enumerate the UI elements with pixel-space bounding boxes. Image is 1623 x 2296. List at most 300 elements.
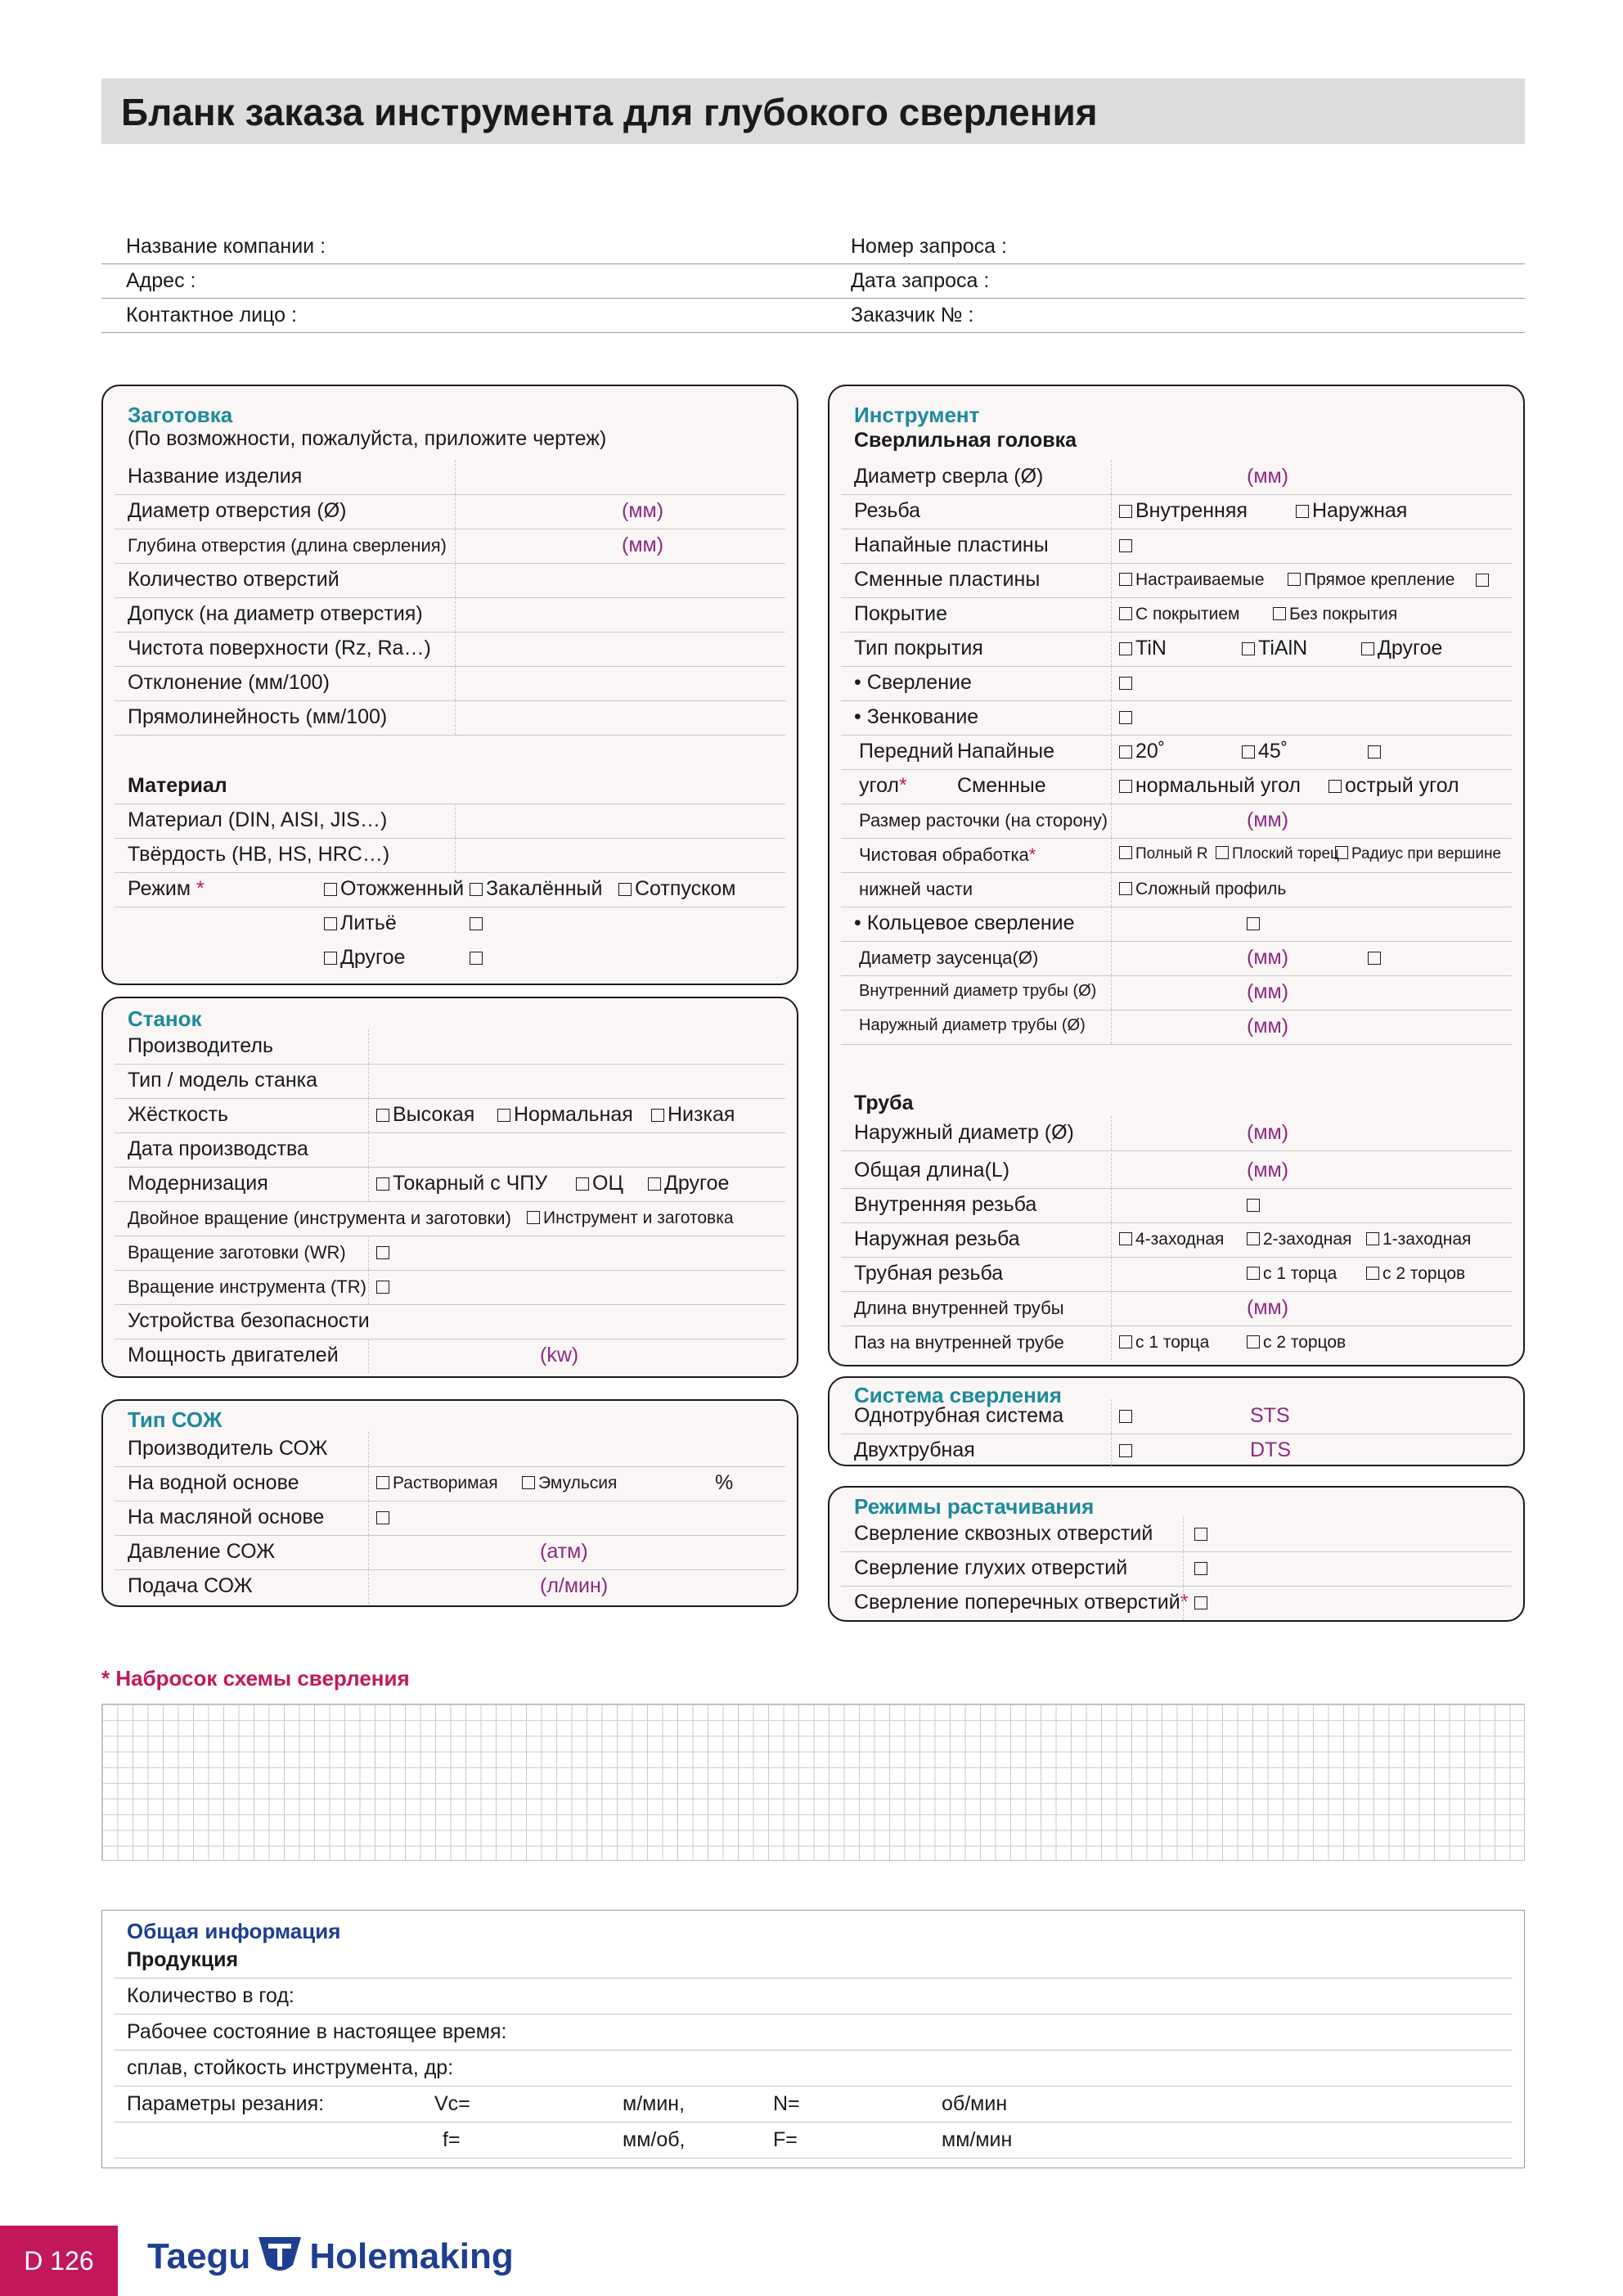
prod-date-row[interactable] — [115, 1132, 785, 1168]
blank-option[interactable] — [1476, 568, 1492, 592]
machine-title: Станок — [128, 1006, 202, 1031]
indexable-label: Сменные — [957, 774, 1046, 797]
checkbox[interactable] — [1329, 780, 1342, 793]
other-label: Другое — [1378, 637, 1443, 660]
external-option[interactable] — [1296, 499, 1407, 523]
angle-20-label: 20˚ — [1135, 740, 1166, 763]
divider — [1111, 460, 1112, 494]
dual-rotation-row — [115, 1201, 785, 1236]
checkbox[interactable] — [1119, 745, 1132, 759]
manufacturer-label: Производитель — [128, 1034, 273, 1057]
modernization-row — [115, 1167, 785, 1202]
checkbox[interactable] — [1368, 745, 1381, 759]
checkbox[interactable] — [1119, 642, 1132, 655]
tube-inner-label: Внутренний диаметр трубы (Ø) — [859, 982, 1097, 1000]
divider — [1183, 1586, 1184, 1620]
workpiece-title: Заготовка — [128, 403, 233, 427]
contact-field[interactable] — [101, 298, 826, 333]
oc-option[interactable] — [576, 1172, 623, 1195]
hole-depth-row[interactable] — [115, 529, 785, 564]
checkbox[interactable] — [1119, 711, 1132, 724]
start4-option[interactable] — [1119, 1230, 1224, 1249]
mode-row-3 — [115, 941, 785, 975]
tempered-option[interactable] — [618, 877, 735, 901]
other-label: Другое — [340, 946, 406, 969]
workpiece-subtitle: (По возможности, пожалуйста, приложите чертеж) — [128, 427, 607, 450]
brand-mark-icon — [255, 2232, 304, 2276]
finish-label — [859, 844, 1036, 866]
cast-label: Литьё — [340, 912, 397, 934]
checkbox[interactable] — [1119, 573, 1132, 586]
divider — [368, 1098, 369, 1132]
groove-one-end-option[interactable] — [1119, 1333, 1209, 1353]
double-tube-check[interactable] — [1119, 1438, 1135, 1462]
hole-dia-row[interactable] — [115, 494, 785, 529]
divider — [455, 838, 456, 872]
drilling-row — [841, 666, 1512, 701]
groove-two-ends-option[interactable] — [1247, 1333, 1346, 1353]
checkbox[interactable] — [1119, 607, 1132, 620]
adjustable-label: Настраиваемые — [1135, 570, 1265, 589]
angle-type-row — [841, 769, 1512, 804]
high-label: Высокая — [393, 1103, 475, 1126]
two-ends-label: с 2 торцов — [1382, 1264, 1466, 1283]
checkbox[interactable] — [1335, 846, 1348, 859]
cnc-option[interactable] — [376, 1172, 547, 1195]
divider — [368, 1029, 369, 1064]
deviation-row[interactable] — [115, 666, 785, 701]
soluble-option[interactable] — [376, 1474, 498, 1493]
required-star: * — [1180, 1591, 1189, 1614]
qty-row[interactable] — [114, 1979, 1513, 2015]
indexable-inserts-row — [841, 563, 1512, 598]
checkbox[interactable] — [1361, 642, 1374, 655]
angle-20-option[interactable] — [1119, 740, 1165, 763]
unit-label: (мм) — [1247, 1015, 1289, 1038]
unit-label: (мм) — [622, 533, 664, 556]
burr-dia-row[interactable] — [841, 941, 1512, 976]
F-label[interactable]: F= — [773, 2128, 798, 2151]
tip-r-option[interactable] — [1335, 845, 1501, 863]
checkbox[interactable] — [1247, 1199, 1260, 1212]
divider — [1111, 1326, 1112, 1360]
annealed-option[interactable] — [324, 877, 464, 901]
checkbox[interactable] — [1119, 1444, 1132, 1457]
divider — [1111, 1291, 1112, 1326]
tool-work-option[interactable] — [527, 1209, 734, 1228]
address-label: Адрес : — [126, 269, 196, 292]
sketch-title: * Набросок схемы сверления — [101, 1666, 410, 1690]
tube-inner-row[interactable] — [841, 975, 1512, 1011]
tool-work-label: Инструмент и заготовка — [543, 1209, 734, 1227]
blind-row — [841, 1551, 1512, 1587]
checkbox[interactable] — [376, 1511, 389, 1524]
tialn-option[interactable] — [1242, 637, 1307, 660]
mode-row — [115, 872, 785, 907]
coolant-manufacturer-label: Производитель СОЖ — [128, 1437, 328, 1460]
status-row[interactable] — [114, 2015, 1513, 2051]
checkbox[interactable] — [376, 1476, 389, 1489]
checkbox[interactable] — [376, 1246, 389, 1259]
divider — [368, 1501, 369, 1535]
external-label: Наружная — [1312, 499, 1408, 522]
contact-label: Контактное лицо : — [126, 304, 297, 326]
brand-left: Taegu — [147, 2236, 251, 2276]
divider — [368, 1064, 369, 1098]
pressure-row[interactable] — [115, 1535, 785, 1570]
countersink-check[interactable] — [1119, 705, 1135, 729]
tube-outer-dia-row[interactable] — [841, 1116, 1512, 1151]
drilling-check[interactable] — [1119, 671, 1135, 695]
blank-option[interactable] — [470, 946, 486, 970]
normal-angle-option[interactable] — [1119, 774, 1301, 798]
checkbox[interactable] — [1242, 642, 1255, 655]
divider — [1183, 1517, 1184, 1551]
work-rotation-check[interactable] — [376, 1240, 393, 1264]
divider — [1111, 1434, 1112, 1468]
divider — [1111, 666, 1112, 700]
divider — [368, 1236, 369, 1270]
hole-count-label: Количество отверстий — [128, 568, 339, 591]
checkbox[interactable] — [1242, 745, 1255, 759]
other-option[interactable] — [324, 946, 405, 970]
tool-panel — [828, 385, 1525, 1366]
required-star: * — [899, 774, 907, 797]
checkbox[interactable] — [1119, 539, 1132, 552]
company-field[interactable] — [101, 229, 826, 264]
checkbox[interactable] — [576, 1177, 589, 1191]
n-label[interactable]: N= — [773, 2092, 800, 2115]
single-tube-check[interactable] — [1119, 1404, 1135, 1428]
brazed-inserts-row — [841, 529, 1512, 564]
divider — [1111, 1154, 1112, 1188]
start4-label: 4-заходная — [1135, 1230, 1225, 1249]
title-bar — [101, 79, 1525, 144]
request-date-label: Дата запроса : — [851, 269, 990, 292]
brazed-inserts-check[interactable] — [1119, 533, 1135, 557]
mode-text: Режим — [128, 877, 191, 900]
F-unit: мм/мин — [942, 2128, 1013, 2151]
hardened-label: Закалённый — [486, 877, 603, 900]
two-ends-option[interactable] — [1366, 1264, 1465, 1284]
angle-45-option[interactable] — [1242, 740, 1288, 763]
other-option[interactable] — [648, 1172, 729, 1195]
material-row[interactable] — [115, 804, 785, 839]
unit-label: (л/мин) — [540, 1574, 609, 1597]
bore-size-row[interactable] — [841, 804, 1512, 839]
normal-option[interactable] — [497, 1103, 633, 1127]
cast-option[interactable] — [324, 912, 397, 935]
checkbox[interactable] — [1119, 1335, 1132, 1348]
request-date-field[interactable] — [826, 263, 1525, 299]
request-no-field[interactable] — [826, 229, 1525, 264]
power-label: Мощность двигателей — [128, 1344, 339, 1366]
product-heading-row — [114, 1943, 1513, 1979]
rigidity-label: Жёсткость — [128, 1103, 229, 1126]
divider — [455, 632, 456, 666]
checkbox[interactable] — [1119, 677, 1132, 690]
checkbox[interactable] — [470, 883, 483, 896]
boring-title: Режимы растачивания — [854, 1494, 1095, 1519]
countersink-label: • Зенкование — [854, 705, 979, 728]
adjustable-option[interactable] — [1119, 570, 1265, 590]
unit-label: (атм) — [540, 1540, 588, 1563]
inner-thread-check[interactable] — [1247, 1193, 1263, 1217]
front-angle-row — [841, 735, 1512, 770]
divider — [1111, 529, 1112, 563]
checkbox[interactable] — [618, 883, 632, 896]
flat-option[interactable] — [1216, 845, 1339, 863]
surface-label: Чистота поверхности (Rz, Ra…) — [128, 637, 431, 660]
divider — [455, 563, 456, 597]
checkbox[interactable] — [1119, 1410, 1132, 1423]
product-name-row[interactable] — [115, 460, 785, 495]
double-tube-row — [841, 1434, 1512, 1468]
oc-label: ОЦ — [592, 1172, 623, 1195]
blind-label: Сверление глухих отверстий — [854, 1556, 1128, 1579]
through-row — [841, 1517, 1512, 1552]
checkbox[interactable] — [497, 1109, 510, 1122]
direct-option[interactable] — [1288, 570, 1454, 590]
drill-dia-row[interactable] — [841, 460, 1512, 495]
high-option[interactable] — [376, 1103, 474, 1127]
checkbox[interactable] — [376, 1281, 389, 1294]
sketch-grid[interactable] — [101, 1704, 1525, 1861]
normal-label: Нормальная — [514, 1103, 633, 1126]
checkbox[interactable] — [1119, 846, 1132, 859]
low-option[interactable] — [651, 1103, 735, 1127]
checkbox[interactable] — [522, 1476, 535, 1489]
finish-row — [841, 838, 1512, 873]
one-end-option[interactable] — [1247, 1264, 1337, 1284]
divider — [1111, 941, 1112, 975]
checkbox[interactable] — [1216, 846, 1229, 859]
tool-rotation-row — [115, 1270, 785, 1305]
water-label: На водной основе — [128, 1471, 299, 1494]
checkbox[interactable] — [1296, 505, 1309, 518]
qty-label: Количество в год: — [127, 1984, 294, 2007]
coating-label: Покрытие — [854, 602, 948, 625]
emulsion-option[interactable] — [522, 1474, 617, 1493]
divider — [1111, 1222, 1112, 1257]
checkbox[interactable] — [1119, 505, 1132, 518]
brand-right: Holemaking — [309, 2236, 514, 2276]
cutting-row — [114, 2087, 1513, 2123]
checkbox[interactable] — [470, 917, 483, 930]
cross-check[interactable] — [1194, 1591, 1211, 1614]
tube-length-row[interactable] — [841, 1154, 1512, 1189]
divider — [1111, 769, 1112, 804]
checkbox[interactable] — [1366, 1232, 1379, 1245]
checkbox[interactable] — [1247, 1267, 1260, 1280]
coolant-title: Тип СОЖ — [128, 1407, 223, 1432]
boring-panel — [828, 1486, 1525, 1622]
tool-rotation-label: Вращение инструмента (TR) — [128, 1276, 366, 1297]
address-field[interactable] — [101, 263, 826, 299]
safety-label: Устройства безопасности — [128, 1309, 370, 1332]
checkbox[interactable] — [1119, 1232, 1132, 1245]
general-title: Общая информация — [127, 1919, 341, 1943]
checkbox[interactable] — [1119, 882, 1132, 895]
checkbox[interactable] — [1273, 607, 1286, 620]
trepan-check[interactable] — [1247, 912, 1263, 935]
tube-thread-label: Трубная резьба — [854, 1262, 1004, 1285]
f-label[interactable]: f= — [443, 2128, 461, 2151]
outer-thread-label: Наружная резьба — [854, 1227, 1020, 1250]
alloy-row[interactable] — [114, 2051, 1513, 2087]
water-row — [115, 1466, 785, 1501]
checkbox[interactable] — [1247, 1335, 1260, 1348]
checkbox[interactable] — [1366, 1267, 1379, 1280]
system-panel — [828, 1376, 1525, 1466]
unit-label: (мм) — [1247, 1121, 1289, 1144]
checkbox[interactable] — [1247, 917, 1260, 930]
trepan-row — [841, 907, 1512, 942]
tube-title: Труба — [854, 1092, 914, 1114]
dts-label: DTS — [1250, 1438, 1291, 1461]
tialn-label: TiAlN — [1258, 637, 1308, 660]
full-r-option[interactable] — [1119, 845, 1208, 863]
checkbox[interactable] — [1194, 1562, 1207, 1575]
inner-len-row[interactable] — [841, 1291, 1512, 1326]
tube-outer-row[interactable] — [841, 1010, 1512, 1045]
cross-row — [841, 1586, 1512, 1620]
blank-option[interactable] — [1368, 946, 1384, 970]
coated-option[interactable] — [1119, 605, 1239, 624]
vc-unit: м/мин, — [623, 2092, 686, 2115]
status-label: Рабочее состояние в настоящее время: — [127, 2020, 507, 2043]
sts-label: STS — [1250, 1404, 1290, 1427]
emulsion-label: Эмульсия — [538, 1474, 618, 1492]
safety-row[interactable] — [115, 1304, 785, 1339]
coolant-manufacturer-row[interactable] — [115, 1432, 785, 1467]
internal-option[interactable] — [1119, 499, 1248, 523]
required-star: * — [1028, 844, 1036, 865]
unit-label: (мм) — [1247, 465, 1289, 488]
divider — [1111, 597, 1112, 632]
divider — [1111, 1257, 1112, 1291]
divider — [1111, 1010, 1112, 1044]
dual-rotation-label: Двойное вращение (инструмента и заготовки) — [128, 1208, 511, 1228]
divider — [368, 1270, 369, 1304]
blank-option[interactable] — [1368, 740, 1384, 763]
start2-option[interactable] — [1247, 1230, 1351, 1249]
tool-title: Инструмент — [854, 403, 980, 427]
blank-option[interactable] — [470, 912, 486, 935]
power-row[interactable] — [115, 1339, 785, 1373]
hardness-row[interactable] — [115, 838, 785, 873]
checkbox[interactable] — [1194, 1596, 1207, 1609]
work-rotation-label: Вращение заготовки (WR) — [128, 1242, 346, 1263]
divider — [1111, 907, 1112, 941]
trepan-label: • Кольцевое сверление — [854, 912, 1075, 934]
checkbox[interactable] — [1368, 952, 1381, 965]
other-option[interactable] — [1361, 637, 1442, 660]
checkbox[interactable] — [651, 1109, 664, 1122]
tolerance-label: Допуск (на диаметр отверстия) — [128, 602, 423, 625]
manufacturer-row[interactable] — [115, 1029, 785, 1065]
deviation-label: Отклонение (мм/100) — [128, 671, 330, 694]
sharp-angle-label: острый угол — [1345, 774, 1459, 797]
checkbox[interactable] — [648, 1177, 661, 1191]
hole-count-row[interactable] — [115, 563, 785, 598]
vc-label[interactable]: Vc= — [434, 2092, 470, 2115]
checkbox[interactable] — [527, 1211, 540, 1224]
flow-row[interactable] — [115, 1569, 785, 1604]
uncoated-label: Без покрытия — [1289, 605, 1398, 624]
checkbox[interactable] — [324, 952, 337, 965]
sharp-angle-option[interactable] — [1329, 774, 1459, 798]
cross-text: Сверление поперечных отверстий — [854, 1591, 1180, 1614]
blind-check[interactable] — [1194, 1556, 1211, 1580]
hardness-label: Твёрдость (HB, HS, HRC…) — [128, 843, 390, 866]
customer-no-field[interactable] — [826, 298, 1525, 333]
surface-row[interactable] — [115, 632, 785, 667]
divider — [368, 1339, 369, 1373]
checkbox[interactable] — [1476, 574, 1489, 587]
percent-label: % — [715, 1471, 734, 1494]
checkbox[interactable] — [1288, 573, 1301, 586]
through-check[interactable] — [1194, 1522, 1211, 1546]
divider — [455, 597, 456, 632]
cross-label — [854, 1591, 1188, 1614]
machine-type-row[interactable] — [115, 1064, 785, 1099]
coating-type-label: Тип покрытия — [854, 637, 983, 660]
tool-rotation-check[interactable] — [376, 1275, 393, 1299]
divider — [1111, 700, 1112, 735]
divider — [368, 1432, 369, 1466]
start1-option[interactable] — [1366, 1230, 1471, 1249]
checkbox[interactable] — [376, 1109, 389, 1122]
oil-check[interactable] — [376, 1506, 393, 1529]
straightness-row[interactable] — [115, 700, 785, 736]
tin-option[interactable] — [1119, 637, 1167, 660]
divider — [1111, 872, 1112, 907]
brand-logo — [147, 2232, 514, 2285]
start1-label: 1-заходная — [1382, 1230, 1472, 1249]
annealed-label: Отожженный — [340, 877, 465, 900]
mode-label — [128, 877, 205, 901]
low-label: Низкая — [668, 1103, 735, 1126]
flat-label: Плоский торец — [1232, 845, 1339, 862]
complex-option[interactable] — [1119, 880, 1286, 899]
material-heading: Материал — [128, 774, 227, 797]
groove-one-end-label: с 1 торца — [1135, 1333, 1210, 1352]
divider — [1111, 1188, 1112, 1222]
divider — [1111, 838, 1112, 872]
tolerance-row[interactable] — [115, 597, 785, 633]
checkbox[interactable] — [1247, 1232, 1260, 1245]
uncoated-option[interactable] — [1273, 605, 1397, 624]
pressure-label: Давление СОЖ — [128, 1540, 276, 1563]
tube-thread-row — [841, 1257, 1512, 1292]
hardened-option[interactable] — [470, 877, 602, 901]
unit-label: (мм) — [1247, 808, 1289, 831]
checkbox[interactable] — [324, 917, 337, 930]
checkbox[interactable] — [376, 1177, 389, 1191]
tube-outer-label: Наружный диаметр трубы (Ø) — [859, 1016, 1086, 1034]
hole-depth-label: Глубина отверстия (длина сверления) — [128, 535, 447, 556]
checkbox[interactable] — [1194, 1528, 1207, 1541]
checkbox[interactable] — [324, 883, 337, 896]
divider — [1111, 563, 1112, 597]
drill-dia-label: Диаметр сверла (Ø) — [854, 465, 1044, 488]
checkbox[interactable] — [1119, 780, 1132, 793]
complex-label: Сложный профиль — [1135, 880, 1287, 898]
single-tube-label: Однотрубная система — [854, 1404, 1064, 1427]
checkbox[interactable] — [470, 952, 483, 965]
brazed-inserts-label: Напайные пластины — [854, 533, 1049, 556]
